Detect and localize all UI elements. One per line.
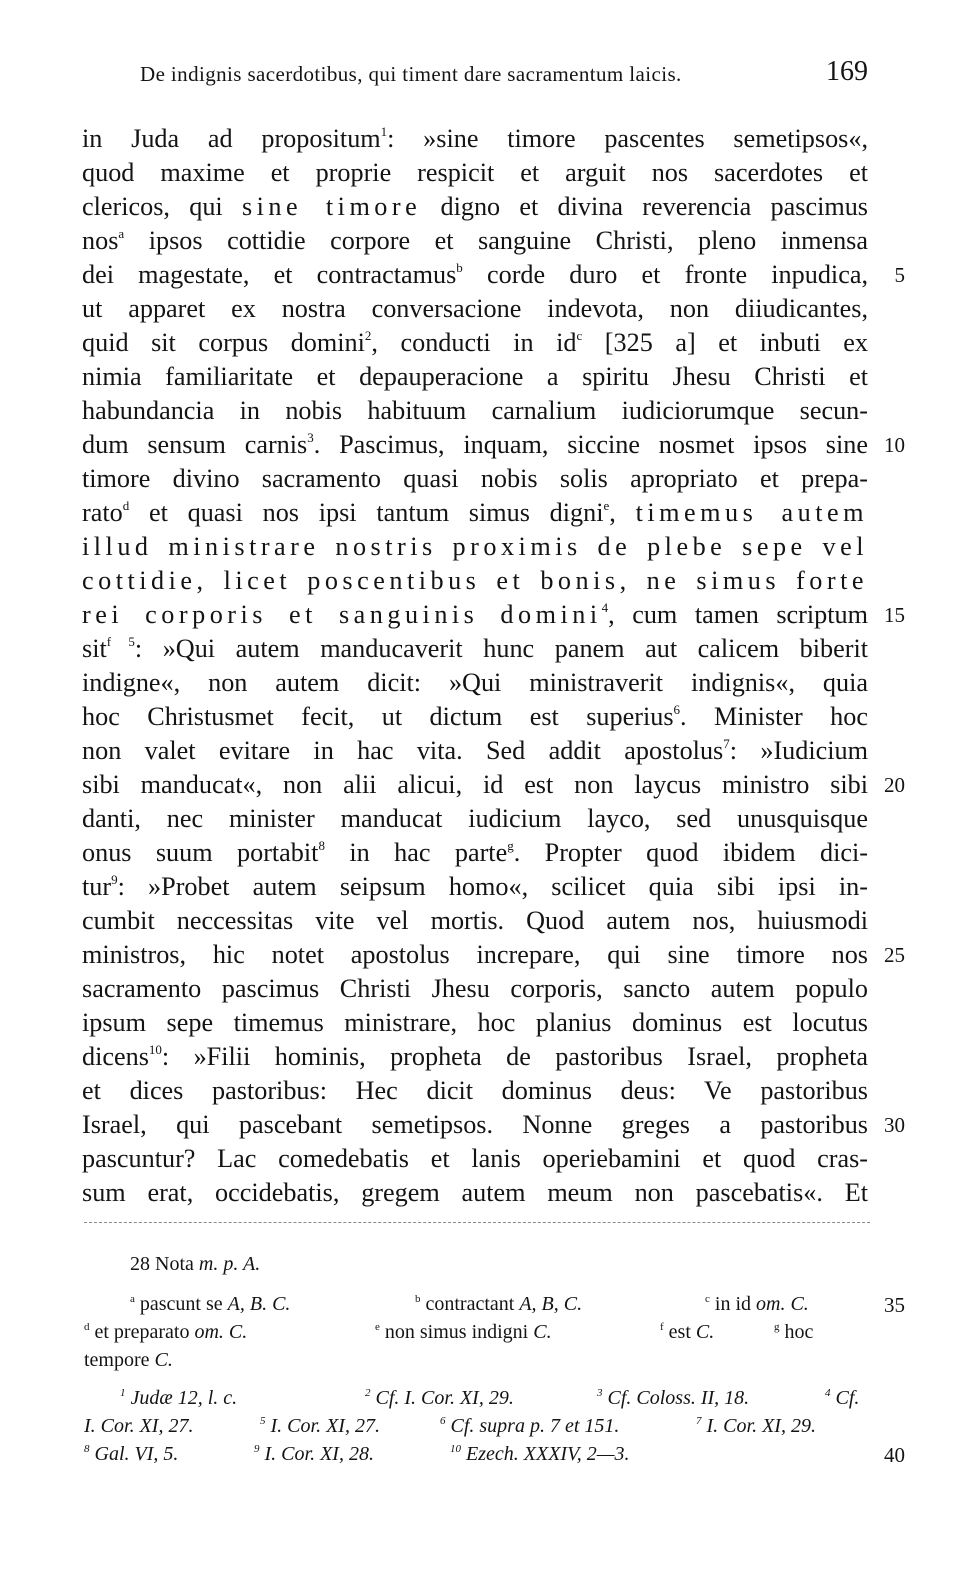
source-note: $^2$ Cf. I. Cor. XI, 29.: [365, 1387, 514, 1409]
source-note: $^8$ Gal. VI, 5.: [84, 1443, 179, 1465]
text-line: cottidie, licet poscentibus et bonis, ne simus forte: [82, 566, 868, 595]
line-number: 25: [884, 943, 905, 967]
main-text: [82, 122, 868, 1210]
text-line: Israel, qui pascebant semetipsos. Nonne greges a pastoribus: [82, 1110, 868, 1139]
text-line: hoc Christusmet fecit, ut dictum est superius$^6$. Minister hoc: [82, 702, 868, 731]
text-line: ipsum sepe timemus ministrare, hoc planius dominus est locutus: [82, 1008, 868, 1037]
text-line: timore divino sacramento quasi nobis solis apropriato et prepa-: [82, 464, 868, 493]
source-note: $^7$ I. Cor. XI, 29.: [696, 1415, 816, 1437]
text-line: dicens$^{10}$: »Filii hominis, propheta de pastoribus Israel, propheta: [82, 1042, 868, 1071]
running-title: De indignis sacerdotibus, qui timent dare sacramentum laicis.: [140, 62, 682, 86]
source-note: $^1$ Judæ 12, l. c.: [120, 1387, 238, 1409]
apparatus-note: $^d$ et preparato om. C.: [84, 1321, 248, 1343]
apparatus-note: $^g$ hoc: [774, 1321, 814, 1343]
text-line: quid sit corpus domini$^2$, conducti in $id^c$ [325 a] et inbuti ex: [82, 328, 868, 357]
text-line: danti, nec minister manducat iudicium layco, sed unusquisque: [82, 804, 868, 833]
text-line: quod maxime et proprie respicit et arguit nos sacerdotes et: [82, 158, 868, 187]
apparatus-note: $^a$ pascunt se A, B. C.: [130, 1293, 291, 1315]
text-line: sibi manducat«, non alii alicui, id est non laycus ministro sibi: [82, 770, 868, 799]
text-line: non valet evitare in hac vita. Sed addit apostolus$^7$: »Iudicium: [82, 736, 868, 765]
line-number: 40: [884, 1443, 905, 1467]
apparatus-notes: $^a$ pascunt se A, B. C. $^b$ contractant A, B, C. $^c$ in id om. C. $^d$ et preparato om. C. $^e$ non simus indigni C. $^f$ est C. $^g$ hoc tempore C.: [84, 1290, 874, 1374]
line-number: 35: [884, 1293, 905, 1317]
text-line: dum sensum carnis$^3$. Pascimus, inquam, siccine nosmet ipsos sine: [82, 430, 868, 459]
text-line: sum erat, occidebatis, gregem autem meum non pascebatis«. Et: [82, 1178, 868, 1207]
source-note: $^{10}$ Ezech. XXXIV, 2—3.: [450, 1443, 630, 1465]
source-note: I. Cor. XI, 27.: [84, 1415, 194, 1437]
page-number: 169: [826, 56, 868, 87]
text-line: in Juda ad propositum$^1$: »sine timore pascentes semetipsos«,: [82, 124, 868, 153]
source-note: $^4$ Cf.: [825, 1387, 860, 1409]
source-note: $^5$ I. Cor. XI, 27.: [260, 1415, 380, 1437]
apparatus-note: $^c$ in id om. C.: [705, 1293, 809, 1315]
source-note: $^3$ Cf. Coloss. II, 18.: [597, 1387, 750, 1409]
line-number: 20: [884, 773, 905, 797]
nota-line: 28 Nota m. p. A.: [130, 1253, 261, 1275]
text-line: onus suum portabit$^8$ in hac parte$^g$. Propter quod ibidem dici-: [82, 838, 868, 867]
text-line: habundancia in nobis habituum carnalium iudiciorumque secun-: [82, 396, 868, 425]
text-line: ut apparet ex nostra conversacione indevota, non diiudicantes,: [82, 294, 868, 323]
text-line: cumbit neccessitas vite vel mortis. Quod autem nos, huiusmodi: [82, 906, 868, 935]
text-line: dei magestate, et contractamus$^b$ corde duro et fronte inpudica,: [82, 260, 868, 289]
text-line: sit$^{f 5}$: »Qui autem manducaverit hunc panem aut calicem biberit: [82, 634, 868, 663]
text-line: indigne«, non autem dicit: »Qui ministraverit indignis«, quia: [82, 668, 868, 697]
line-number: 10: [884, 433, 905, 457]
footnote-rule: [84, 1222, 870, 1223]
text-line: tur$^9$: »Probet autem seipsum homo«, scilicet quia sibi ipsi in-: [82, 872, 868, 901]
running-header: [140, 56, 870, 100]
line-number: 30: [884, 1113, 905, 1137]
text-line: et dices pastoribus: Hec dicit dominus deus: Ve pastoribus: [82, 1076, 868, 1105]
text-line: illud ministrare nostris proximis de plebe sepe vel: [82, 532, 868, 561]
text-line: sacramento pascimus Christi Jhesu corporis, sancto autem populo: [82, 974, 868, 1003]
apparatus-note: $^e$ non simus indigni C.: [375, 1321, 552, 1343]
line-number: 15: [884, 603, 905, 627]
text-line: pascuntur? Lac comedebatis et lanis operiebamini et quod cras-: [82, 1144, 868, 1173]
source-note: $^9$ I. Cor. XI, 28.: [254, 1443, 374, 1465]
text-line: rato$^d$ et quasi nos ipsi tantum simus digni$^e$, timemus autem: [82, 498, 869, 527]
text-line: nimia familiaritate et depauperacione a spiritu Jhesu Christi et: [82, 362, 868, 391]
apparatus-note: $^f$ est C.: [660, 1321, 715, 1343]
text-line: ministros, hic notet apostolus increpare, qui sine timore nos: [82, 940, 868, 969]
source-notes: [84, 1384, 874, 1468]
source-note: $^6$ Cf. supra p. 7 et 151.: [440, 1415, 620, 1437]
apparatus-note: $^b$ contractant A, B, C.: [415, 1293, 583, 1315]
text-line: clericos, qui sine timore digno et divina reverencia pascimus: [82, 192, 868, 221]
text-line: nos$^a$ ipsos cottidie corpore et sanguine Christi, pleno inmensa: [82, 226, 868, 255]
text-line: rei corporis et sanguinis domini$^4$, cum tamen scriptum: [82, 600, 869, 629]
line-number: 5: [894, 263, 905, 287]
